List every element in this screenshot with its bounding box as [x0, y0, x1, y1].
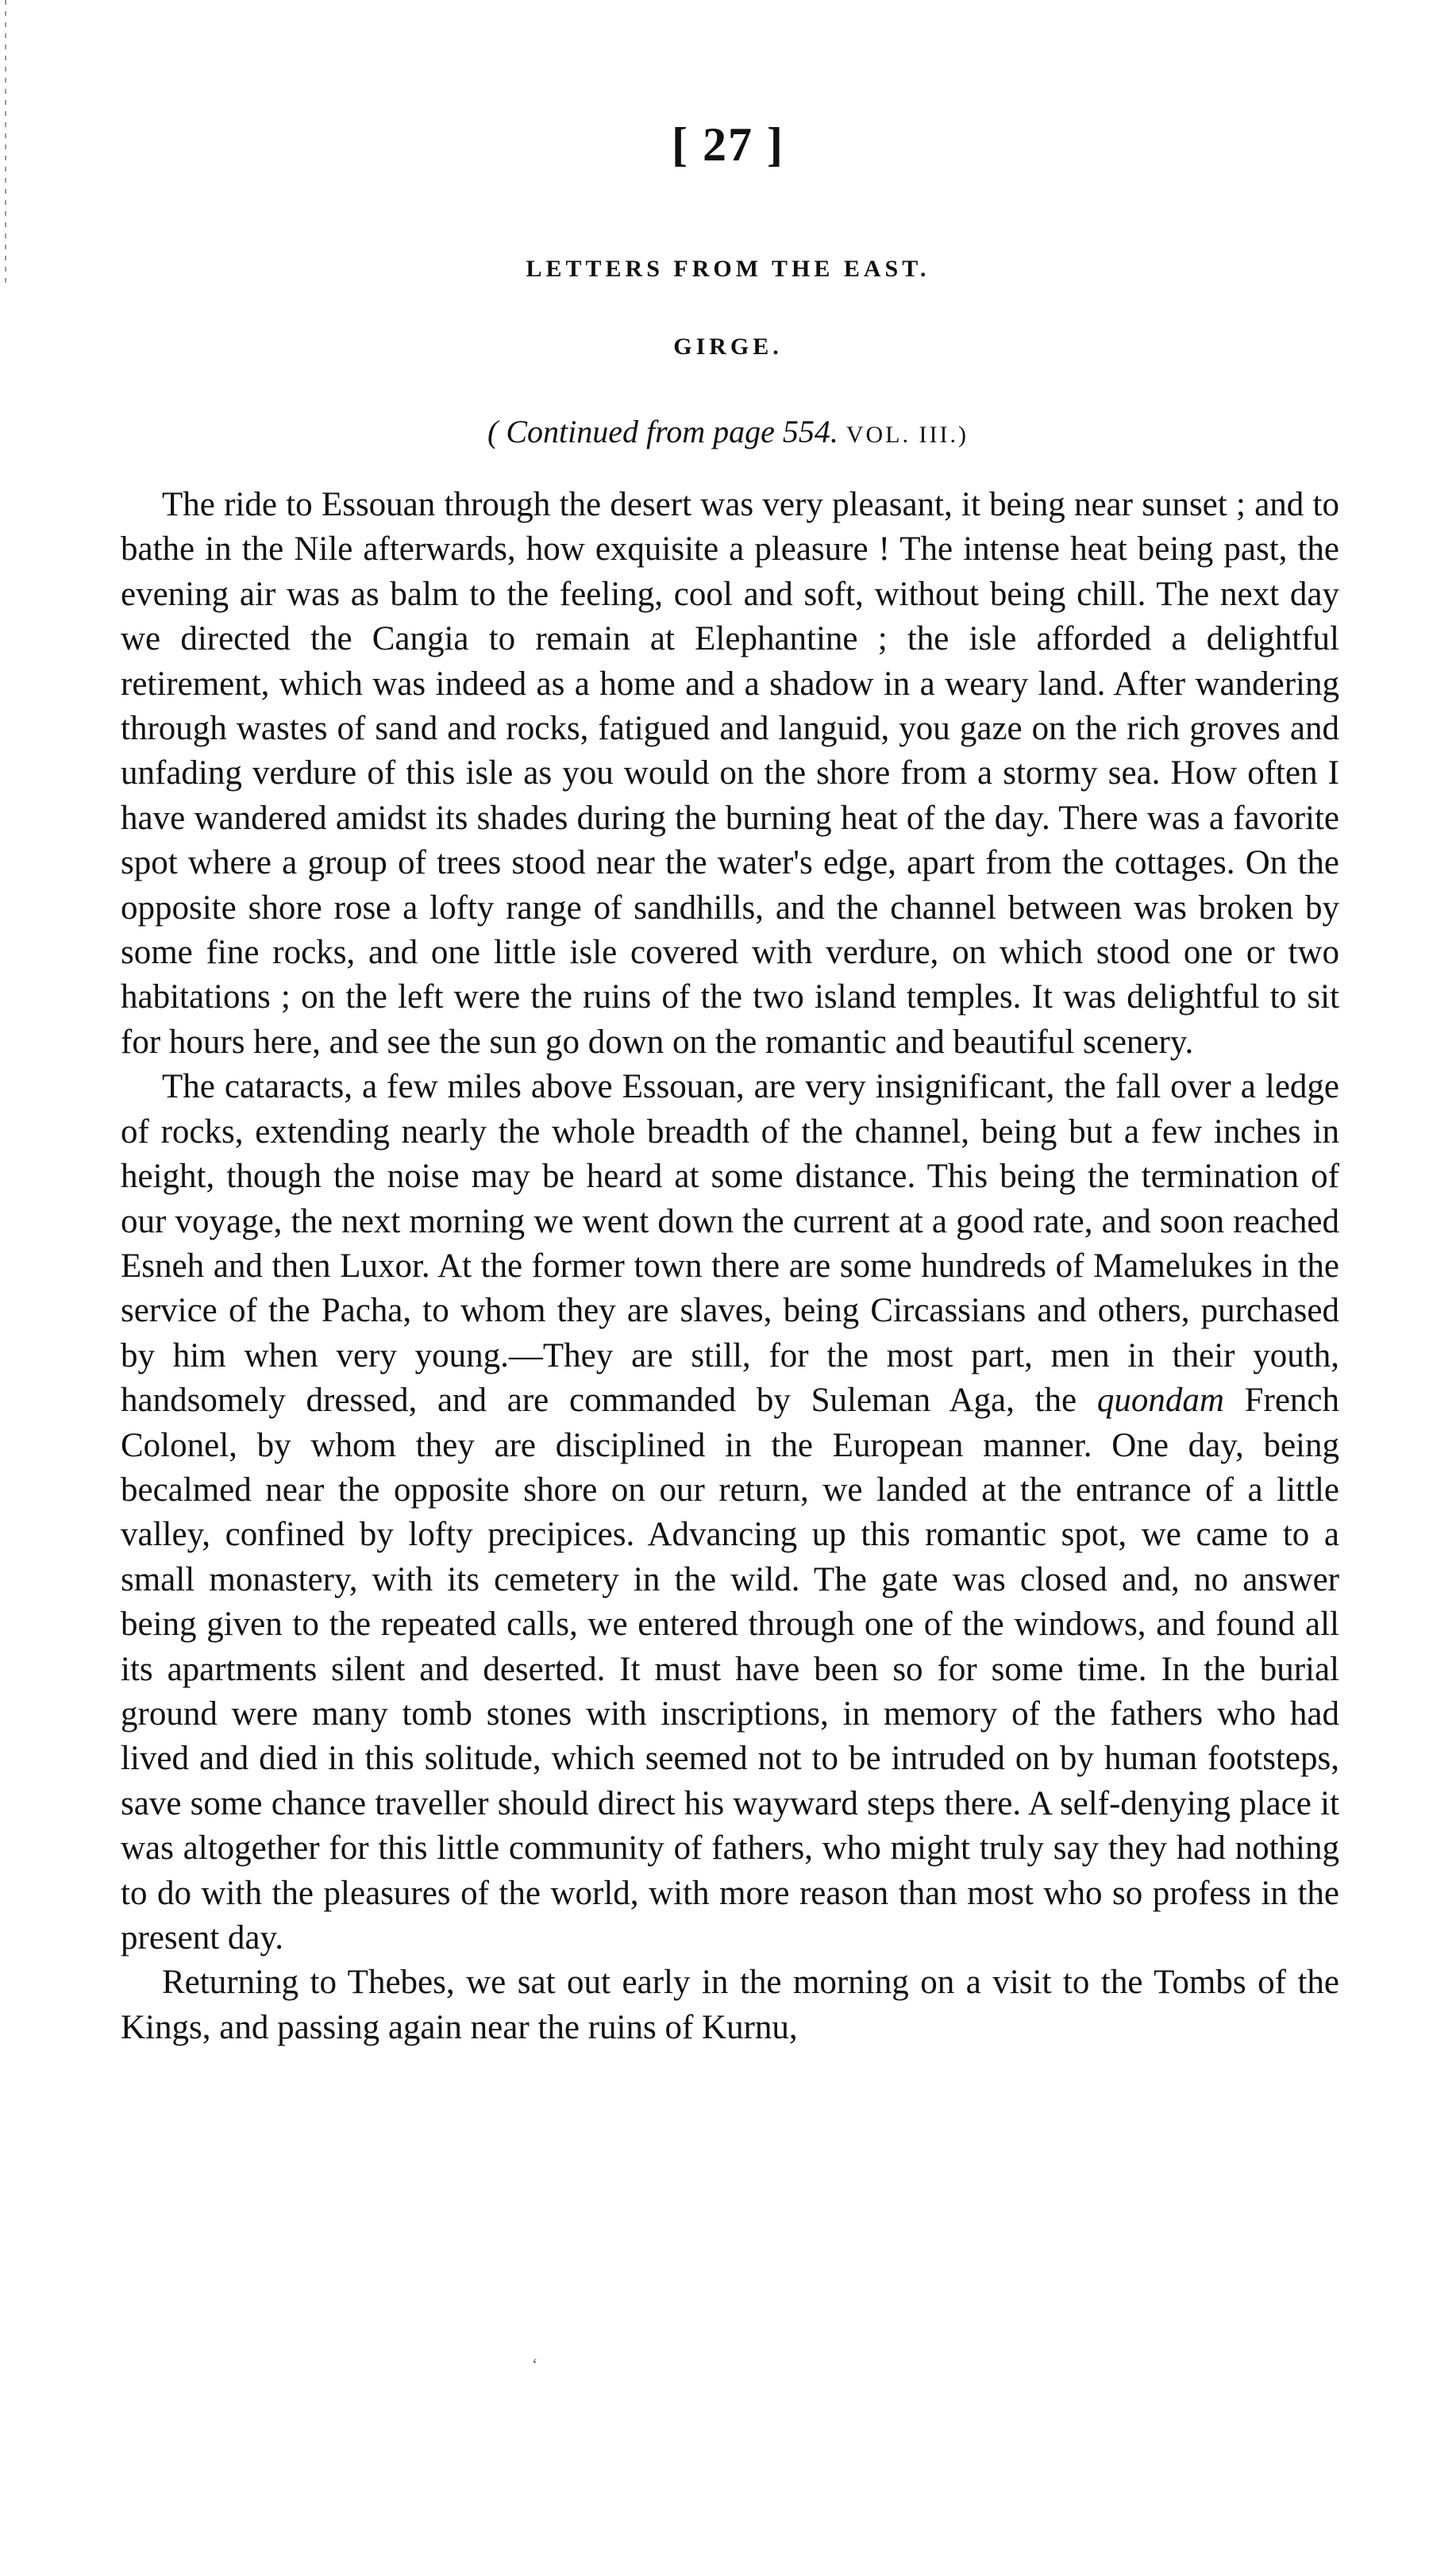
paragraph-2-part-1: The cataracts, a few miles above Essouan, are very insignificant, the fall over a ledge of rocks, extending nearly the whole breadth of the channel, being but a few inches in height, though the noise may be heard at some distance. This being the termination of our voyage, the next morning we went down the current at a good rate, and soon reached Esneh and then Luxor. At the former town there are some hundreds of Mamelukes in the service of the Pacha, to whom they are slaves, being Circassians and others, purchased by him when very young.—They are still, for the most part, men in their youth, handsomely dressed, and are commanded by Suleman Aga, the — [121, 1068, 1339, 1420]
paragraph-3: Returning to Thebes, we sat out early in the morning on a visit to the Tombs of the Kings, and passing again near the ruins of Kurnu, — [121, 1964, 1339, 2046]
continued-volume: VOL. III.) — [845, 422, 969, 448]
continued-note — [0, 413, 1456, 450]
paragraph-2-italic-word: quondam — [1096, 1382, 1224, 1420]
stray-ink-mark: ʻ — [532, 2354, 538, 2374]
body-text — [121, 483, 1339, 2050]
continued-from-text: ( Continued from page 554. — [487, 414, 838, 449]
letter-title: GIRGE. — [673, 333, 783, 360]
page-number: [ 27 ] — [672, 118, 784, 171]
series-title: LETTERS FROM THE EAST. — [526, 256, 930, 282]
paragraph-1: The ride to Essouan through the desert was very pleasant, it being near sunset ; and to bathe in the Nile afterwards, how exquisite a pleasure ! The intense heat being past, the evening air was as balm to the feeling, cool and soft, without being chill. The next day we directed the Cangia to remain at Elephantine ; the isle afforded a delightful retirement, which was indeed as a home and a shadow in a weary land. After wandering through wastes of sand and rocks, fatigued and languid, you gaze on the rich groves and unfading verdure of this isle as you would on the shore from a stormy sea. How often I have wandered amidst its shades during the burning heat of the day. There was a favorite spot where a group of trees stood near the water's edge, apart from the cottages. On the opposite shore rose a lofty range of sandhills, and the channel between was broken by some fine rocks, and one little isle covered with verdure, on which stood one or two habitations ; on the left were the ruins of the two island temples. It was delightful to sit for hours here, and see the sun go down on the romantic and beautiful scenery. — [121, 486, 1339, 1061]
paragraph-2-part-2: French Colonel, by whom they are disciplined in the European manner. One day, being becalmed near the opposite shore on our return, we landed at the entrance of a little valley, confined by lofty precipices. Advancing up this romantic spot, we came to a small monastery, with its cemetery in the wild. The gate was closed and, no answer being given to the repeated calls, we entered through one of the windows, and found all its apartments silent and deserted. It must have been so for some time. In the burial ground were many tomb stones with inscriptions, in memory of the fathers who had lived and died in this solitude, which seemed not to be intruded on by human footsteps, save some chance traveller should direct his wayward steps there. A self-denying place it was altogether for this little community of fathers, who might truly say they had nothing to do with the pleasures of the world, with more reason than most who so profess in the present day. — [121, 1382, 1340, 1957]
paragraph-2 — [121, 1065, 1339, 1960]
